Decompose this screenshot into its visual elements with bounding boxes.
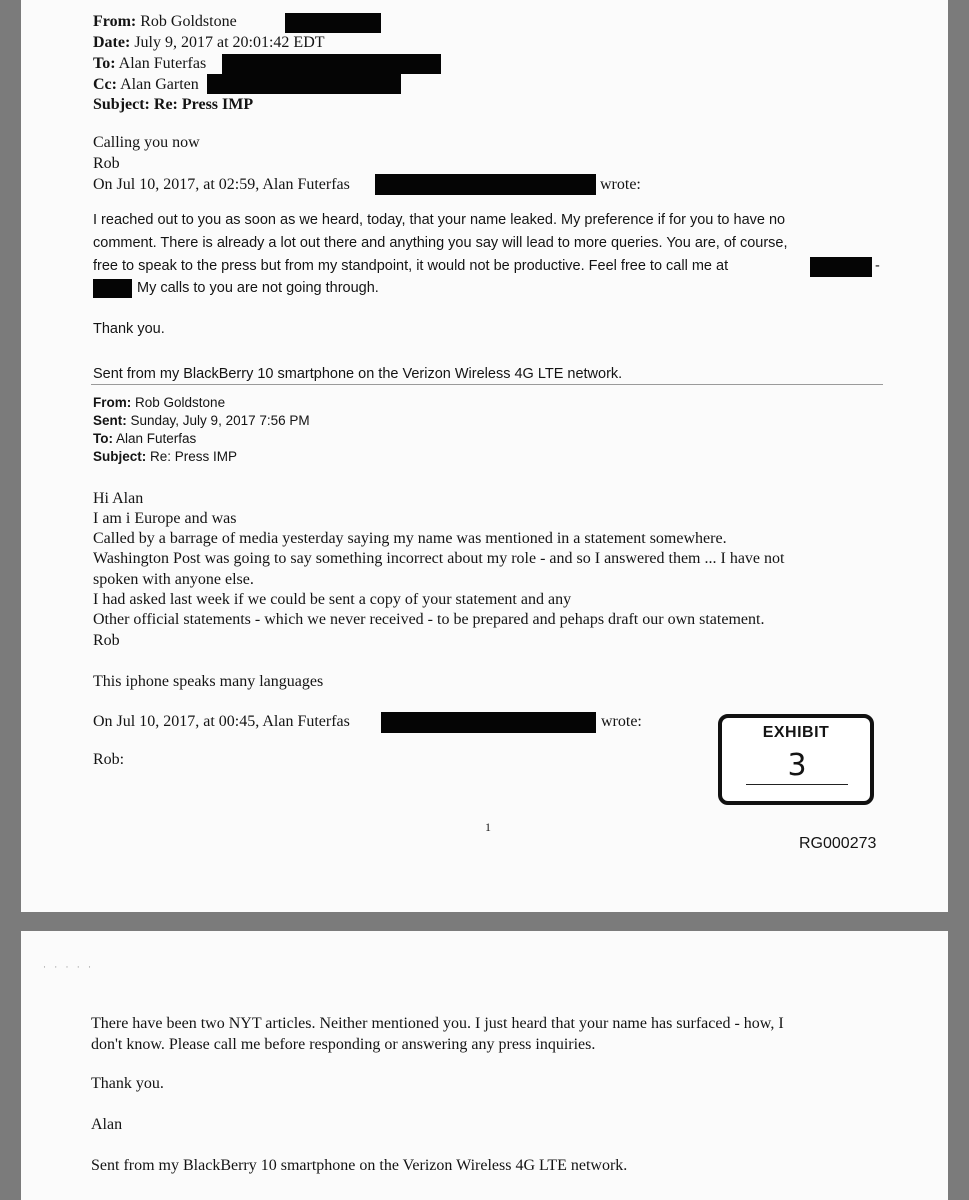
- page2-signoff: Alan: [91, 1116, 123, 1133]
- email2-quote-suffix: wrote:: [601, 713, 642, 730]
- document-page-2: [21, 931, 948, 1200]
- email2-sent-line: Sent: Sunday, July 9, 2017 7:56 PM: [93, 413, 310, 428]
- exhibit-number: 3: [787, 748, 807, 783]
- exhibit-underline: [746, 784, 848, 785]
- page2-sent-from: Sent from my BlackBerry 10 smartphone on the Verizon Wireless 4G LTE network.: [91, 1157, 628, 1174]
- document-page-1: [21, 0, 948, 912]
- email1-from-line: From: Rob Goldstone: [93, 13, 237, 30]
- email2-body-line: Washington Post was going to say something incorrect about my role - and so I answered them ... I have not: [93, 550, 785, 567]
- email2-greeting: Rob:: [93, 751, 125, 768]
- email2-quote-prefix: On Jul 10, 2017, at 00:45, Alan Futerfas: [93, 713, 350, 730]
- redaction-box: [375, 174, 596, 195]
- quoted-body-line: I reached out to you as soon as we heard, today, that your name leaked. My preference if for you to have no: [93, 212, 786, 228]
- page2-thanks: Thank you.: [91, 1075, 164, 1092]
- redaction-box: [285, 13, 381, 33]
- email1-cc-line: Cc: Alan Garten: [93, 76, 199, 93]
- redaction-box: [222, 54, 441, 74]
- email2-body-line: Other official statements - which we never received - to be prepared and pehaps draft our own statement.: [93, 611, 765, 628]
- quoted-sent-from: Sent from my BlackBerry 10 smartphone on the Verizon Wireless 4G LTE network.: [93, 366, 623, 382]
- email2-body-line: I had asked last week if we could be sent a copy of your statement and any: [93, 591, 572, 608]
- page-number: 1: [485, 820, 491, 834]
- email2-body-line: spoken with anyone else.: [93, 571, 254, 588]
- email1-body-line: Calling you now: [93, 134, 200, 151]
- quoted-body-dash: -: [875, 258, 880, 274]
- quoted-body-line: comment. There is already a lot out there and anything you say will lead to more queries. You are, of course,: [93, 235, 788, 251]
- email2-body-line: Called by a barrage of media yesterday saying my name was mentioned in a statement somewhere.: [93, 530, 727, 547]
- redaction-box: [810, 257, 872, 277]
- quoted-thanks: Thank you.: [93, 321, 165, 337]
- page2-body-line: There have been two NYT articles. Neither mentioned you. I just heard that your name has surfaced - how, I: [91, 1015, 784, 1032]
- redaction-box: [381, 712, 596, 733]
- exhibit-label: EXHIBIT: [762, 724, 830, 741]
- email2-subject-line: Subject: Re: Press IMP: [93, 449, 238, 464]
- divider: [91, 384, 883, 385]
- email1-quote-prefix: On Jul 10, 2017, at 02:59, Alan Futerfas: [93, 176, 350, 193]
- quoted-body-line: free to speak to the press but from my standpoint, it would not be productive. Feel free to call me at: [93, 258, 729, 274]
- email1-to-line: To: Alan Futerfas: [93, 55, 207, 72]
- redaction-box: [207, 74, 401, 94]
- page2-body-line: don't know. Please call me before responding or answering any press inquiries.: [91, 1036, 596, 1053]
- scan-artifact: · · · · ·: [43, 962, 94, 972]
- exhibit-stamp: [718, 714, 874, 805]
- email2-body-line: Rob: [93, 632, 120, 649]
- bates-number: RG000273: [799, 835, 877, 852]
- email2-to-line: To: Alan Futerfas: [93, 431, 197, 446]
- redaction-box: [93, 279, 132, 298]
- email2-signature: This iphone speaks many languages: [93, 673, 324, 690]
- email1-date-line: Date: July 9, 2017 at 20:01:42 EDT: [93, 34, 325, 51]
- quoted-body-line: My calls to you are not going through.: [137, 280, 379, 296]
- email2-from-line: From: Rob Goldstone: [93, 395, 226, 410]
- email2-body-line: I am i Europe and was: [93, 510, 237, 527]
- email1-quote-suffix: wrote:: [600, 176, 641, 193]
- email2-body-line: Hi Alan: [93, 490, 144, 507]
- email1-body-line: Rob: [93, 155, 120, 172]
- email1-subject-line: Subject: Re: Press IMP: [93, 96, 254, 113]
